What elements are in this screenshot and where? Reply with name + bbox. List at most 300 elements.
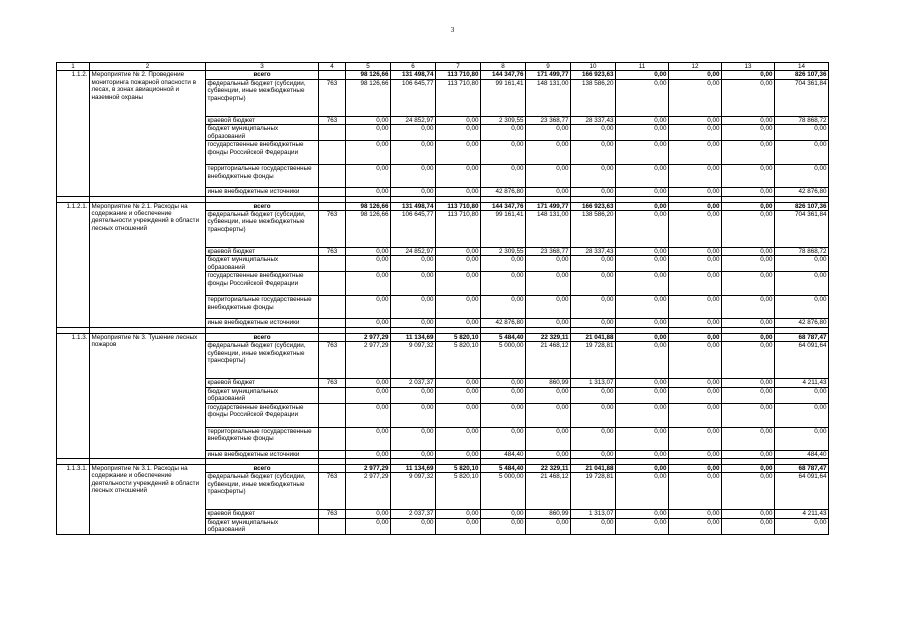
column-header-7: 7 — [436, 63, 481, 71]
amount-cell: 2 977,29 — [346, 342, 391, 379]
amount-cell: 21 041,88 — [571, 333, 616, 341]
grbs-code — [319, 272, 346, 296]
amount-cell: 0,00 — [616, 71, 669, 79]
funding-source: федеральный бюджет (субсидии, субвенции, иные межбюджетные трансферты) — [206, 211, 319, 248]
block-name: Мероприятие № 3. Тушение лесных пожаров — [90, 333, 206, 458]
grbs-code — [319, 518, 346, 534]
amount-cell: 0,00 — [481, 256, 526, 272]
amount-cell: 0,00 — [481, 379, 526, 387]
amount-cell: 144 347,76 — [481, 202, 526, 210]
amount-cell: 0,00 — [669, 211, 722, 248]
amount-cell: 0,00 — [669, 379, 722, 387]
funding-source: бюджет муниципальных образований — [206, 125, 319, 141]
amount-cell: 826 107,36 — [775, 202, 829, 210]
amount-cell: 0,00 — [391, 165, 436, 188]
amount-cell: 0,00 — [616, 379, 669, 387]
amount-cell: 0,00 — [775, 296, 829, 319]
amount-cell: 0,00 — [722, 202, 775, 210]
amount-cell: 0,00 — [346, 248, 391, 256]
amount-cell: 0,00 — [391, 427, 436, 450]
amount-cell: 5 000,00 — [481, 342, 526, 379]
amount-cell: 28 337,43 — [571, 116, 616, 124]
table-row — [57, 71, 829, 79]
amount-cell: 0,00 — [346, 165, 391, 188]
amount-cell: 0,00 — [391, 125, 436, 141]
funding-source: иные внебюджетные источники — [206, 188, 319, 196]
amount-cell: 0,00 — [481, 510, 526, 518]
amount-cell: 0,00 — [669, 319, 722, 327]
amount-cell: 0,00 — [775, 256, 829, 272]
funding-source: краевой бюджет — [206, 510, 319, 518]
amount-cell: 0,00 — [571, 188, 616, 196]
funding-source: иные внебюджетные источники — [206, 319, 319, 327]
amount-cell: 28 337,43 — [571, 248, 616, 256]
amount-cell: 0,00 — [669, 79, 722, 116]
amount-cell: 0,00 — [526, 403, 571, 427]
grbs-code — [319, 465, 346, 473]
budget-table — [56, 62, 829, 535]
amount-cell: 11 134,69 — [391, 465, 436, 473]
amount-cell: 0,00 — [436, 248, 481, 256]
amount-cell: 0,00 — [722, 465, 775, 473]
amount-cell: 0,00 — [616, 296, 669, 319]
funding-source: всего — [206, 202, 319, 210]
amount-cell: 0,00 — [669, 518, 722, 534]
amount-cell: 0,00 — [571, 296, 616, 319]
amount-cell: 19 728,81 — [571, 473, 616, 510]
amount-cell: 704 361,84 — [775, 211, 829, 248]
amount-cell: 0,00 — [722, 71, 775, 79]
amount-cell: 0,00 — [391, 319, 436, 327]
amount-cell: 23 368,77 — [526, 248, 571, 256]
amount-cell: 0,00 — [616, 450, 669, 458]
block-code: 1.1.3.1. — [57, 465, 90, 535]
amount-cell: 0,00 — [775, 403, 829, 427]
table-row — [57, 333, 829, 341]
amount-cell: 0,00 — [346, 116, 391, 124]
amount-cell: 68 787,47 — [775, 465, 829, 473]
amount-cell: 0,00 — [722, 379, 775, 387]
amount-cell: 21 468,12 — [526, 342, 571, 379]
amount-cell: 0,00 — [722, 79, 775, 116]
amount-cell: 148 131,00 — [526, 79, 571, 116]
funding-source: федеральный бюджет (субсидии, субвенции, иные межбюджетные трансферты) — [206, 342, 319, 379]
amount-cell: 24 852,97 — [391, 116, 436, 124]
amount-cell: 0,00 — [346, 387, 391, 403]
amount-cell: 0,00 — [436, 427, 481, 450]
amount-cell: 0,00 — [391, 188, 436, 196]
amount-cell: 0,00 — [436, 319, 481, 327]
amount-cell: 0,00 — [722, 125, 775, 141]
funding-source: государственные внебюджетные фонды Российской Федерации — [206, 141, 319, 165]
amount-cell: 42 876,80 — [481, 188, 526, 196]
amount-cell: 0,00 — [616, 319, 669, 327]
funding-source: всего — [206, 333, 319, 341]
amount-cell: 0,00 — [571, 518, 616, 534]
amount-cell: 2 977,29 — [346, 473, 391, 510]
amount-cell: 0,00 — [669, 202, 722, 210]
amount-cell: 2 309,55 — [481, 116, 526, 124]
amount-cell: 21 468,12 — [526, 473, 571, 510]
amount-cell: 99 161,41 — [481, 79, 526, 116]
amount-cell: 0,00 — [616, 165, 669, 188]
amount-cell: 0,00 — [722, 296, 775, 319]
block-code: 1.1.2.1. — [57, 202, 90, 327]
amount-cell: 0,00 — [571, 387, 616, 403]
amount-cell: 113 710,80 — [436, 79, 481, 116]
grbs-code: 763 — [319, 211, 346, 248]
amount-cell: 0,00 — [391, 450, 436, 458]
amount-cell: 0,00 — [722, 248, 775, 256]
amount-cell: 0,00 — [436, 188, 481, 196]
amount-cell: 0,00 — [481, 427, 526, 450]
grbs-code — [319, 387, 346, 403]
amount-cell: 0,00 — [775, 518, 829, 534]
amount-cell: 21 041,88 — [571, 465, 616, 473]
amount-cell: 704 361,84 — [775, 79, 829, 116]
funding-source: всего — [206, 71, 319, 79]
amount-cell: 148 131,00 — [526, 211, 571, 248]
column-header-8: 8 — [481, 63, 526, 71]
amount-cell: 0,00 — [526, 272, 571, 296]
amount-cell: 0,00 — [616, 211, 669, 248]
column-header-3: 3 — [206, 63, 319, 71]
amount-cell: 0,00 — [722, 141, 775, 165]
amount-cell: 0,00 — [526, 125, 571, 141]
amount-cell: 0,00 — [391, 141, 436, 165]
column-header-14: 14 — [775, 63, 829, 71]
amount-cell: 0,00 — [571, 256, 616, 272]
amount-cell: 0,00 — [526, 165, 571, 188]
amount-cell: 42 876,80 — [775, 319, 829, 327]
amount-cell: 0,00 — [436, 379, 481, 387]
amount-cell: 0,00 — [669, 71, 722, 79]
amount-cell: 0,00 — [722, 333, 775, 341]
amount-cell: 131 498,74 — [391, 202, 436, 210]
amount-cell: 0,00 — [481, 125, 526, 141]
amount-cell: 0,00 — [775, 387, 829, 403]
amount-cell: 0,00 — [616, 141, 669, 165]
table-row — [57, 465, 829, 473]
amount-cell: 0,00 — [616, 403, 669, 427]
amount-cell: 0,00 — [436, 296, 481, 319]
amount-cell: 0,00 — [436, 387, 481, 403]
amount-cell: 0,00 — [571, 427, 616, 450]
amount-cell: 0,00 — [616, 473, 669, 510]
amount-cell: 5 820,10 — [436, 473, 481, 510]
amount-cell: 0,00 — [669, 450, 722, 458]
grbs-code — [319, 296, 346, 319]
table-row — [57, 202, 829, 210]
amount-cell: 0,00 — [391, 403, 436, 427]
amount-cell: 138 586,20 — [571, 211, 616, 248]
amount-cell: 0,00 — [526, 296, 571, 319]
amount-cell: 0,00 — [616, 427, 669, 450]
amount-cell: 0,00 — [722, 211, 775, 248]
grbs-code: 763 — [319, 79, 346, 116]
amount-cell: 5 000,00 — [481, 473, 526, 510]
amount-cell: 0,00 — [346, 319, 391, 327]
amount-cell: 0,00 — [571, 141, 616, 165]
grbs-code — [319, 427, 346, 450]
column-header-9: 9 — [526, 63, 571, 71]
amount-cell: 0,00 — [616, 256, 669, 272]
amount-cell: 113 710,80 — [436, 202, 481, 210]
funding-source: федеральный бюджет (субсидии, субвенции, иные межбюджетные трансферты) — [206, 473, 319, 510]
column-header-4: 4 — [319, 63, 346, 71]
amount-cell: 0,00 — [616, 116, 669, 124]
amount-cell: 113 710,80 — [436, 71, 481, 79]
funding-source: территориальные государственные внебюджетные фонды — [206, 165, 319, 188]
amount-cell: 0,00 — [616, 465, 669, 473]
amount-cell: 0,00 — [616, 342, 669, 379]
amount-cell: 78 868,72 — [775, 248, 829, 256]
amount-cell: 0,00 — [616, 202, 669, 210]
amount-cell: 0,00 — [669, 248, 722, 256]
amount-cell: 0,00 — [775, 165, 829, 188]
block-code: 1.1.3. — [57, 333, 90, 458]
amount-cell: 9 097,32 — [391, 342, 436, 379]
amount-cell: 0,00 — [616, 510, 669, 518]
funding-source: бюджет муниципальных образований — [206, 387, 319, 403]
amount-cell: 0,00 — [571, 403, 616, 427]
grbs-code — [319, 403, 346, 427]
amount-cell: 2 037,37 — [391, 510, 436, 518]
amount-cell: 826 107,36 — [775, 71, 829, 79]
amount-cell: 113 710,80 — [436, 211, 481, 248]
amount-cell: 23 368,77 — [526, 116, 571, 124]
amount-cell: 98 126,66 — [346, 202, 391, 210]
amount-cell: 0,00 — [346, 141, 391, 165]
amount-cell: 0,00 — [722, 165, 775, 188]
funding-source: бюджет муниципальных образований — [206, 256, 319, 272]
funding-source: территориальные государственные внебюджетные фонды — [206, 296, 319, 319]
amount-cell: 0,00 — [669, 272, 722, 296]
amount-cell: 99 161,41 — [481, 211, 526, 248]
amount-cell: 0,00 — [616, 387, 669, 403]
amount-cell: 0,00 — [669, 465, 722, 473]
block-name: Мероприятие № 2.1. Расходы на содержание и обеспечение деятельности учреждений в области лесных отношений — [90, 202, 206, 327]
grbs-code: 763 — [319, 510, 346, 518]
funding-source: краевой бюджет — [206, 248, 319, 256]
amount-cell: 0,00 — [722, 319, 775, 327]
amount-cell: 0,00 — [722, 256, 775, 272]
amount-cell: 2 037,37 — [391, 379, 436, 387]
amount-cell: 0,00 — [669, 427, 722, 450]
amount-cell: 0,00 — [526, 188, 571, 196]
amount-cell: 0,00 — [346, 256, 391, 272]
amount-cell: 64 091,64 — [775, 473, 829, 510]
amount-cell: 171 499,77 — [526, 202, 571, 210]
amount-cell: 0,00 — [346, 510, 391, 518]
amount-cell: 0,00 — [775, 272, 829, 296]
amount-cell: 106 645,77 — [391, 211, 436, 248]
amount-cell: 64 091,64 — [775, 342, 829, 379]
amount-cell: 98 126,66 — [346, 79, 391, 116]
amount-cell: 42 876,80 — [775, 188, 829, 196]
amount-cell: 0,00 — [722, 518, 775, 534]
amount-cell: 0,00 — [722, 450, 775, 458]
amount-cell: 0,00 — [571, 450, 616, 458]
amount-cell: 1 313,07 — [571, 510, 616, 518]
column-header-2: 2 — [90, 63, 206, 71]
amount-cell: 0,00 — [526, 518, 571, 534]
amount-cell: 0,00 — [669, 342, 722, 379]
amount-cell: 0,00 — [346, 518, 391, 534]
amount-cell: 0,00 — [669, 403, 722, 427]
grbs-code — [319, 450, 346, 458]
amount-cell: 0,00 — [722, 387, 775, 403]
grbs-code: 763 — [319, 116, 346, 124]
amount-cell: 0,00 — [526, 450, 571, 458]
column-header-6: 6 — [391, 63, 436, 71]
funding-source: всего — [206, 465, 319, 473]
amount-cell: 0,00 — [436, 403, 481, 427]
amount-cell: 22 329,11 — [526, 465, 571, 473]
amount-cell: 0,00 — [616, 272, 669, 296]
funding-source: государственные внебюджетные фонды Российской Федерации — [206, 403, 319, 427]
amount-cell: 0,00 — [669, 165, 722, 188]
amount-cell: 0,00 — [616, 125, 669, 141]
column-header-10: 10 — [571, 63, 616, 71]
amount-cell: 0,00 — [436, 141, 481, 165]
amount-cell: 0,00 — [436, 510, 481, 518]
amount-cell: 5 820,10 — [436, 465, 481, 473]
amount-cell: 106 645,77 — [391, 79, 436, 116]
amount-cell: 0,00 — [481, 518, 526, 534]
amount-cell: 5 484,40 — [481, 465, 526, 473]
amount-cell: 0,00 — [346, 427, 391, 450]
amount-cell: 0,00 — [722, 116, 775, 124]
amount-cell: 138 586,20 — [571, 79, 616, 116]
amount-cell: 0,00 — [722, 427, 775, 450]
amount-cell: 42 876,80 — [481, 319, 526, 327]
amount-cell: 0,00 — [722, 342, 775, 379]
amount-cell: 0,00 — [346, 403, 391, 427]
amount-cell: 0,00 — [391, 272, 436, 296]
amount-cell: 0,00 — [436, 125, 481, 141]
amount-cell: 0,00 — [669, 473, 722, 510]
amount-cell: 22 329,11 — [526, 333, 571, 341]
amount-cell: 78 868,72 — [775, 116, 829, 124]
amount-cell: 1 313,07 — [571, 379, 616, 387]
amount-cell: 0,00 — [436, 256, 481, 272]
amount-cell: 0,00 — [436, 116, 481, 124]
amount-cell: 860,99 — [526, 379, 571, 387]
amount-cell: 144 347,76 — [481, 71, 526, 79]
funding-source: иные внебюджетные источники — [206, 450, 319, 458]
grbs-code — [319, 333, 346, 341]
amount-cell: 0,00 — [481, 165, 526, 188]
amount-cell: 0,00 — [775, 141, 829, 165]
grbs-code — [319, 202, 346, 210]
amount-cell: 166 923,63 — [571, 71, 616, 79]
amount-cell: 0,00 — [669, 510, 722, 518]
amount-cell: 131 498,74 — [391, 71, 436, 79]
amount-cell: 5 484,40 — [481, 333, 526, 341]
amount-cell: 0,00 — [481, 141, 526, 165]
block-name: Мероприятие № 2. Проведение мониторинга пожарной опасности в лесах, в зонах авиационной и наземной охраны — [90, 71, 206, 196]
amount-cell: 0,00 — [391, 518, 436, 534]
amount-cell: 0,00 — [391, 296, 436, 319]
amount-cell: 0,00 — [722, 510, 775, 518]
amount-cell: 0,00 — [571, 319, 616, 327]
amount-cell: 0,00 — [571, 125, 616, 141]
amount-cell: 0,00 — [669, 387, 722, 403]
amount-cell: 0,00 — [346, 296, 391, 319]
amount-cell: 0,00 — [669, 116, 722, 124]
amount-cell: 24 852,97 — [391, 248, 436, 256]
amount-cell: 0,00 — [669, 188, 722, 196]
amount-cell: 0,00 — [571, 272, 616, 296]
amount-cell: 68 787,47 — [775, 333, 829, 341]
amount-cell: 2 309,55 — [481, 248, 526, 256]
grbs-code — [319, 319, 346, 327]
amount-cell: 19 728,81 — [571, 342, 616, 379]
header-row — [57, 63, 829, 71]
amount-cell: 2 977,29 — [346, 333, 391, 341]
grbs-code — [319, 165, 346, 188]
amount-cell: 166 923,63 — [571, 202, 616, 210]
amount-cell: 0,00 — [526, 427, 571, 450]
column-header-1: 1 — [57, 63, 90, 71]
amount-cell: 0,00 — [775, 427, 829, 450]
amount-cell: 98 126,66 — [346, 71, 391, 79]
grbs-code — [319, 125, 346, 141]
amount-cell: 0,00 — [391, 256, 436, 272]
amount-cell: 0,00 — [526, 256, 571, 272]
funding-source: бюджет муниципальных образований — [206, 518, 319, 534]
amount-cell: 5 820,10 — [436, 342, 481, 379]
amount-cell: 0,00 — [481, 296, 526, 319]
amount-cell: 5 820,10 — [436, 333, 481, 341]
grbs-code: 763 — [319, 248, 346, 256]
amount-cell: 0,00 — [722, 188, 775, 196]
amount-cell: 0,00 — [481, 272, 526, 296]
amount-cell: 0,00 — [526, 387, 571, 403]
amount-cell: 4 211,43 — [775, 379, 829, 387]
amount-cell: 0,00 — [669, 256, 722, 272]
amount-cell: 0,00 — [346, 272, 391, 296]
amount-cell: 0,00 — [722, 473, 775, 510]
amount-cell: 0,00 — [616, 248, 669, 256]
amount-cell: 0,00 — [526, 141, 571, 165]
funding-source: государственные внебюджетные фонды Российской Федерации — [206, 272, 319, 296]
amount-cell: 0,00 — [346, 379, 391, 387]
amount-cell: 0,00 — [346, 450, 391, 458]
amount-cell: 0,00 — [436, 518, 481, 534]
block-code: 1.1.2. — [57, 71, 90, 196]
funding-source: территориальные государственные внебюджетные фонды — [206, 427, 319, 450]
amount-cell: 11 134,69 — [391, 333, 436, 341]
grbs-code: 763 — [319, 473, 346, 510]
amount-cell: 0,00 — [571, 165, 616, 188]
amount-cell: 484,40 — [481, 450, 526, 458]
amount-cell: 0,00 — [616, 188, 669, 196]
grbs-code — [319, 141, 346, 165]
funding-source: краевой бюджет — [206, 379, 319, 387]
amount-cell: 0,00 — [526, 319, 571, 327]
funding-source: федеральный бюджет (субсидии, субвенции, иные межбюджетные трансферты) — [206, 79, 319, 116]
funding-source: краевой бюджет — [206, 116, 319, 124]
amount-cell: 0,00 — [669, 141, 722, 165]
amount-cell: 0,00 — [346, 188, 391, 196]
amount-cell: 0,00 — [722, 272, 775, 296]
amount-cell: 0,00 — [481, 387, 526, 403]
column-header-12: 12 — [669, 63, 722, 71]
amount-cell: 0,00 — [669, 296, 722, 319]
column-header-13: 13 — [722, 63, 775, 71]
